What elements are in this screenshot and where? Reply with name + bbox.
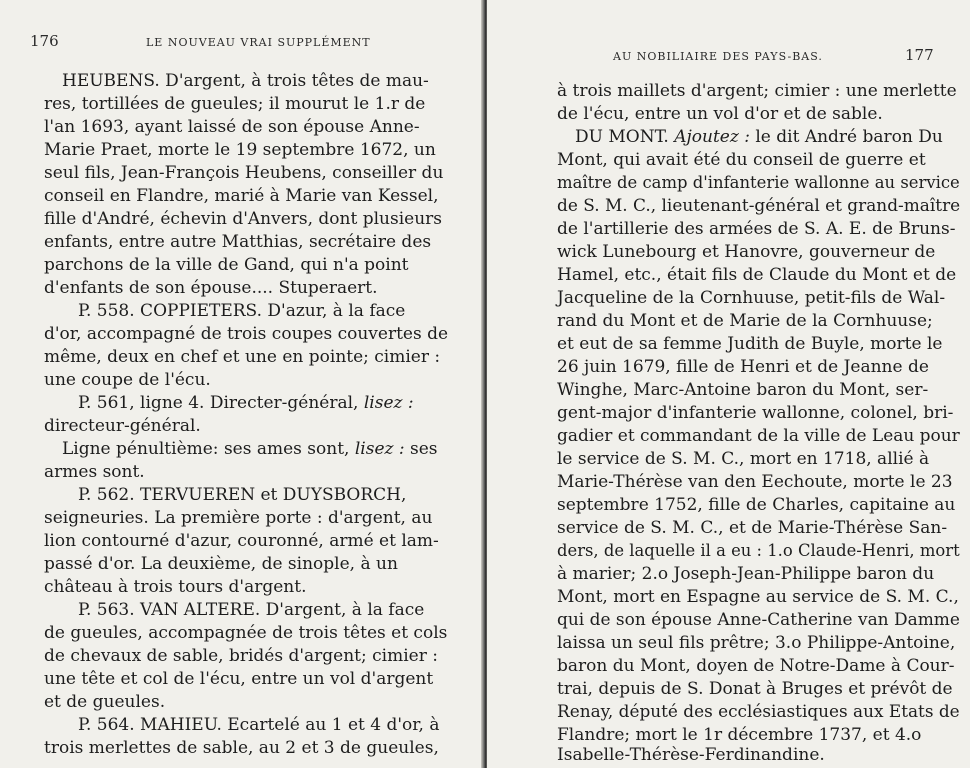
text-line: gadier et commandant de la ville de Leau pour (557, 426, 960, 446)
text-line: une coupe de l'écu. (44, 370, 211, 390)
text-line: HEUBENS. D'argent, à trois têtes de mau- (62, 71, 429, 91)
text-line: laissa un seul fils prêtre; 3.o Philippe-Antoine, (557, 633, 956, 653)
text-line: de S. M. C., lieutenant-général et grand-maître (557, 196, 961, 216)
text-line: 26 juin 1679, fille de Henri et de Jeanne de (557, 357, 929, 377)
text-line: conseil en Flandre, marié à Marie van Kessel, (44, 186, 439, 206)
text-line: à trois maillets d'argent; cimier : une merlette (557, 81, 957, 101)
text-line: wick Lunebourg et Hanovre, gouverneur de (557, 242, 936, 262)
text-line: Winghe, Marc-Antoine baron du Mont, ser- (557, 380, 929, 400)
text-line: l'an 1693, ayant laissé de son épouse Anne- (44, 117, 420, 137)
text-line: Marie-Thérèse van den Eechoute, morte le 23 (557, 472, 953, 492)
right-running-head: AU NOBILIAIRE DES PAYS-BAS. (613, 50, 823, 63)
text-line: rand du Mont et de Marie de la Cornhuuse; (557, 311, 933, 331)
text-line: maître de camp d'infanterie wallonne au service (557, 173, 960, 193)
text-line: passé d'or. La deuxième, de sinople, à un (44, 554, 398, 574)
left-running-head: LE NOUVEAU VRAI SUPPLÉMENT (146, 36, 371, 49)
text-line: d'or, accompagné de trois coupes couvertes de (44, 324, 449, 344)
text-line: P. 564. MAHIEU. Ecartelé au 1 et 4 d'or, à (78, 715, 440, 735)
text-line: lion contourné d'azur, couronné, armé et lam- (44, 531, 439, 551)
text-line: Jacqueline de la Cornhuuse, petit-fils de Wal- (557, 288, 946, 308)
text-line (78, 392, 414, 414)
text-line: Hamel, etc., était fils de Claude du Mont et de (557, 265, 957, 285)
text-line: service de S. M. C., et de Marie-Thérèse San- (557, 518, 948, 538)
text-line: de l'écu, entre un vol d'or et de sable. (557, 104, 883, 124)
text-segment: le dit André baron Du (749, 127, 943, 147)
text-line: ders, de laquelle il a eu : 1.o Claude-Henri, mort (557, 541, 960, 561)
italic-lisez: lisez : (363, 393, 414, 413)
left-page-number: 176 (30, 32, 59, 50)
text-line: Renay, député des ecclésiastiques aux Etats de (557, 702, 960, 722)
italic-ajoutez: Ajoutez : (674, 127, 750, 147)
text-line (575, 126, 943, 148)
text-line: et eut de sa femme Judith de Buyle, morte le (557, 334, 943, 354)
text-line: Flandre; mort le 1r décembre 1737, et 4.o (557, 725, 922, 745)
text-line: Mont, mort en Espagne au service de S. M. C., (557, 587, 959, 607)
text-line: d'enfants de son épouse.... Stuperaert. (44, 278, 378, 298)
text-segment: Ligne pénultième: ses ames sont, (62, 439, 355, 459)
text-segment: P. 561, ligne 4. Directer-général, (78, 393, 364, 413)
text-line: et de gueules. (44, 692, 166, 712)
text-line: Marie Praet, morte le 19 septembre 1672, un (44, 140, 436, 160)
text-line: une tête et col de l'écu, entre un vol d'argent (44, 669, 434, 689)
text-line: de chevaux de sable, bridés d'argent; cimier : (44, 646, 438, 666)
text-line: enfants, entre autre Matthias, secrétaire des (44, 232, 432, 252)
text-line: de gueules, accompagnée de trois têtes et cols (44, 623, 448, 643)
text-line (62, 438, 438, 460)
text-line: fille d'André, échevin d'Anvers, dont plusieurs (44, 209, 443, 229)
text-line: septembre 1752, fille de Charles, capitaine au (557, 495, 956, 515)
text-segment: ses (404, 439, 438, 459)
text-line: parchons de la ville de Gand, qui n'a point (44, 255, 409, 275)
text-line: P. 563. VAN ALTERE. D'argent, à la face (78, 600, 425, 620)
text-segment: DU MONT. (575, 127, 675, 147)
text-line: le service de S. M. C., mort en 1718, allié à (557, 449, 930, 469)
text-line: armes sont. (44, 462, 145, 482)
text-line: seul fils, Jean-François Heubens, conseiller du (44, 163, 444, 183)
left-page (0, 0, 483, 768)
text-line: directeur-général. (44, 416, 201, 436)
text-line: trois merlettes de sable, au 2 et 3 de gueules, (44, 738, 439, 758)
text-line: trai, depuis de S. Donat à Bruges et prévôt de (557, 679, 953, 699)
text-line: P. 562. TERVUEREN et DUYSBORCH, (78, 485, 407, 505)
text-line: Isabelle-Thérèse-Ferdinandine. (557, 745, 825, 765)
right-page-number: 177 (905, 46, 934, 64)
text-line: P. 558. COPPIETERS. D'azur, à la face (78, 301, 406, 321)
right-page (487, 0, 970, 768)
text-line: res, tortillées de gueules; il mourut le 1.r de (44, 94, 426, 114)
text-line: seigneuries. La première porte : d'argent, au (44, 508, 433, 528)
text-line: qui de son épouse Anne-Catherine van Damme (557, 610, 960, 630)
italic-lisez: lisez : (354, 439, 405, 459)
text-line: Mont, qui avait été du conseil de guerre et (557, 150, 926, 170)
text-line: même, deux en chef et une en pointe; cimier : (44, 347, 441, 367)
text-line: à marier; 2.o Joseph-Jean-Philippe baron du (557, 564, 935, 584)
text-line: baron du Mont, doyen de Notre-Dame à Cour- (557, 656, 955, 676)
text-line: château à trois tours d'argent. (44, 577, 307, 597)
text-line: gent-major d'infanterie wallonne, colonel, bri- (557, 403, 954, 423)
text-line: de l'artillerie des armées de S. A. E. de Bruns- (557, 219, 956, 239)
